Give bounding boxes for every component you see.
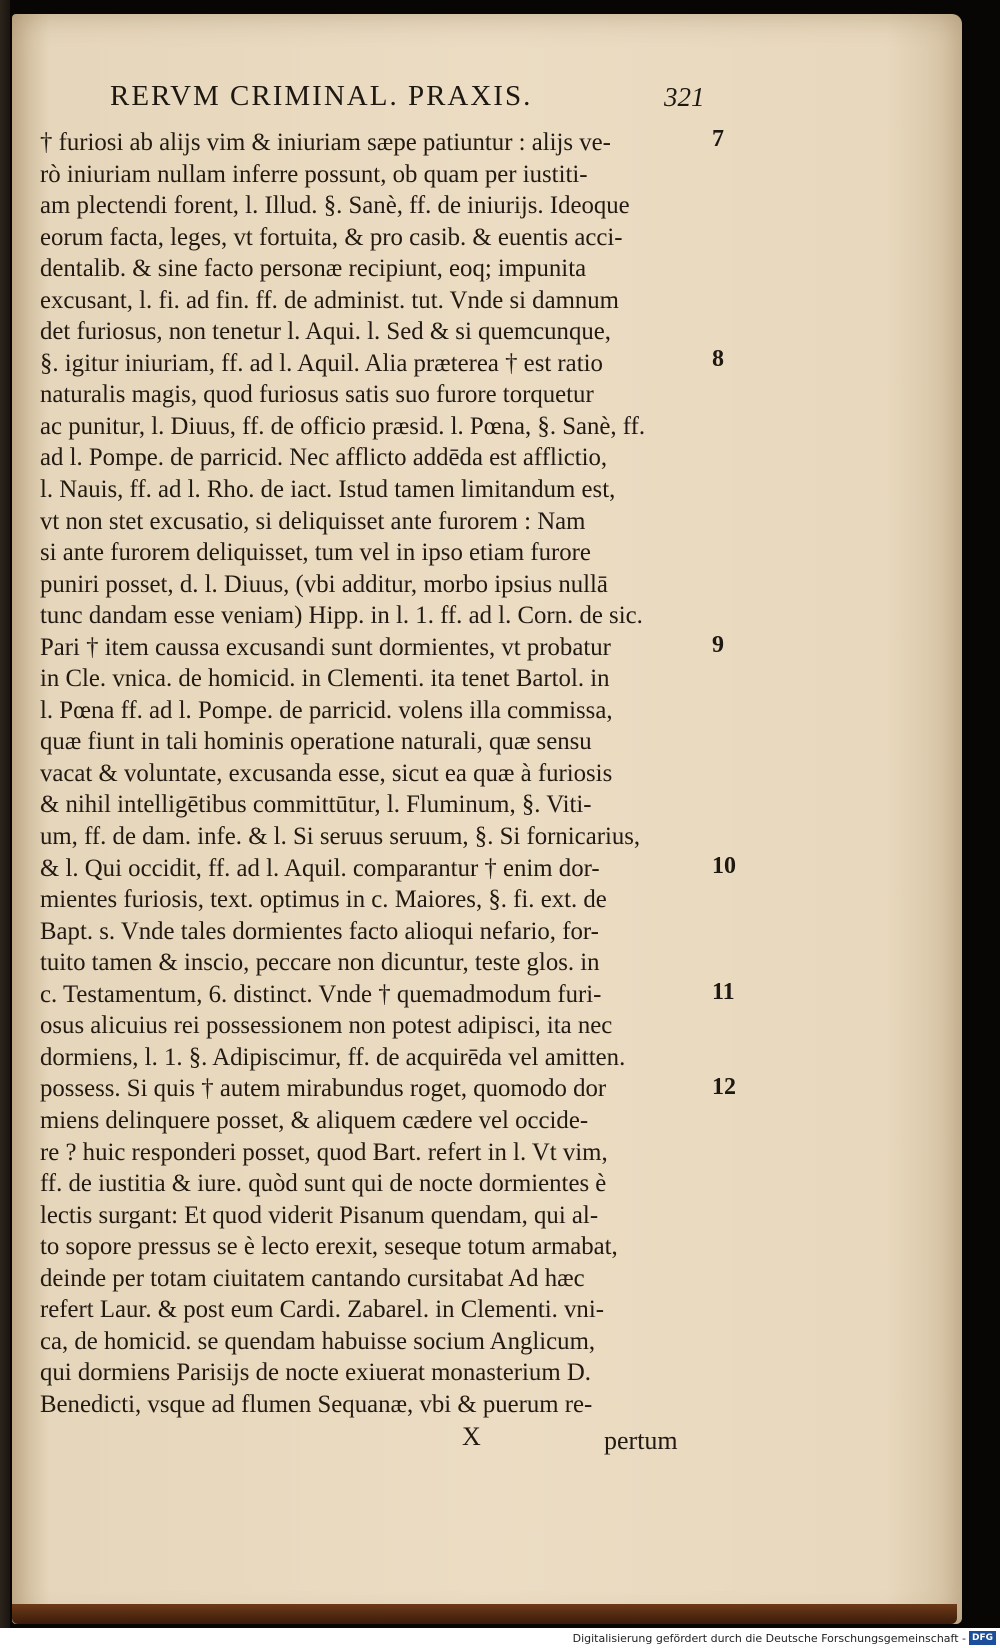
text-line: lectis surgant: Et quod viderit Pisanum quendam, qui al-: [40, 1201, 599, 1229]
footer-credit: Digitalisierung gefördert durch die Deutsche Forschungsgemeinschaft -: [572, 1632, 966, 1645]
text-line: Bapt. s. Vnde tales dormientes facto alioqui nefario, for-: [40, 917, 599, 945]
text-line: puniri posset, d. l. Diuus, (vbi additur, morbo ipsius nullā: [40, 570, 608, 598]
text-line: mientes furiosis, text. optimus in c. Maiores, §. fi. ext. de: [40, 886, 607, 914]
text-line: in Cle. vnica. de homicid. in Clementi. ita tenet Bartol. in: [40, 665, 610, 693]
text-line: um, ff. de dam. infe. & l. Si seruus seruum, §. Si fornicarius,: [40, 823, 641, 851]
text-line: ad l. Pompe. de parricid. Nec afflicto addēda est afflictio,: [40, 444, 608, 472]
text-line: excusant, l. fi. ad fin. ff. de administ. tut. Vnde si damnum: [40, 286, 619, 314]
margin-number: 9: [712, 632, 724, 658]
text-line: osus alicuius rei possessionem non potest adipisci, ita nec: [40, 1012, 613, 1040]
text-line: refert Laur. & post eum Cardi. Zabarel. in Clementi. vni-: [40, 1296, 604, 1324]
body-text: [40, 127, 710, 1420]
text-line: & l. Qui occidit, ff. ad l. Aquil. comparantur † enim dor-: [40, 854, 600, 882]
text-line: det furiosus, non tenetur l. Aqui. l. Sed & si quemcunque,: [40, 318, 611, 346]
text-line: qui dormiens Parisijs de nocte exiuerat monasterium D.: [40, 1359, 591, 1387]
page-bottom-edge: [12, 1604, 957, 1624]
text-line: eorum facta, leges, vt fortuita, & pro casib. & euentis acci-: [40, 223, 623, 251]
text-line: vacat & voluntate, excusanda esse, sicut ea quæ à furiosis: [40, 759, 613, 787]
text-line: & nihil intelligētibus committūtur, l. Fluminum, §. Viti-: [40, 791, 592, 819]
book-spine-edge: [0, 0, 10, 1648]
margin-number: 12: [712, 1074, 736, 1100]
text-line: possess. Si quis † autem mirabundus roget, quomodo dor: [40, 1075, 607, 1103]
text-line: tunc dandam esse veniam) Hipp. in l. 1. ff. ad l. Corn. de sic.: [40, 602, 643, 630]
text-line: re ? huic responderi posset, quod Bart. refert in l. Vt vim,: [40, 1138, 608, 1166]
margin-number: 11: [712, 979, 735, 1005]
text-line: c. Testamentum, 6. distinct. Vnde † quemadmodum furi-: [40, 980, 602, 1008]
text-line: to sopore pressus se è lecto erexit, seseque totum armabat,: [40, 1233, 618, 1261]
text-line: am plectendi forent, l. Illud. §. Sanè, ff. de iniurijs. Ideoque: [40, 192, 630, 220]
page-number: 321: [664, 82, 705, 112]
text-line: l. Pœna ff. ad l. Pompe. de parricid. volens illa commissa,: [40, 696, 613, 724]
text-line: ff. de iustitia & iure. quòd sunt qui de nocte dormientes è: [40, 1170, 607, 1198]
text-line: ca, de homicid. se quendam habuisse socium Anglicum,: [40, 1327, 596, 1355]
text-line: ac punitur, l. Diuus, ff. de officio præsid. l. Pœna, §. Sanè, ff.: [40, 412, 646, 440]
text-line: miens delinquere posset, & aliquem cædere vel occide-: [40, 1106, 589, 1134]
margin-number: 10: [712, 853, 736, 879]
text-line: naturalis magis, quod furiosus satis suo furore torquetur: [40, 381, 594, 409]
text-line: Pari † item caussa excusandi sunt dormientes, vt probatur: [40, 633, 611, 661]
margin-number: 8: [712, 346, 724, 372]
catchword: pertum: [604, 1426, 678, 1455]
text-line: † furiosi ab alijs vim & iniuriam sæpe patiuntur : alijs ve-: [40, 129, 611, 156]
signature-mark: X: [462, 1422, 481, 1451]
text-line: quæ fiunt in tali hominis operatione naturali, quæ sensu: [40, 728, 592, 756]
text-line: tuito tamen & inscio, peccare non dicuntur, teste glos. in: [40, 949, 600, 977]
text-line: §. igitur iniuriam, ff. ad l. Aquil. Alia præterea † est ratio: [40, 349, 603, 377]
text-line: dormiens, l. 1. §. Adipiscimur, ff. de acquirēda vel amitten.: [40, 1043, 626, 1071]
text-line: si ante furorem deliquisset, tum vel in ipso etiam furore: [40, 539, 591, 567]
text-line: l. Nauis, ff. ad l. Rho. de iact. Istud tamen limitandum est,: [40, 476, 616, 504]
text-line: rò iniuriam nullam inferre possunt, ob quam per iustiti-: [40, 160, 588, 188]
text-line: Benedicti, vsque ad flumen Sequanæ, vbi & puerum re-: [40, 1390, 593, 1418]
dfg-logo: DFG: [969, 1631, 996, 1645]
running-title: RERVM CRIMINAL. PRAXIS.: [110, 80, 533, 112]
text-line: deinde per totam ciuitatem cantando cursitabat Ad hæc: [40, 1264, 585, 1292]
margin-number: 7: [712, 126, 724, 152]
text-line: dentalib. & sine facto personæ recipiunt, eoq; impunita: [40, 255, 587, 283]
text-line: vt non stet excusatio, si deliquisset ante furorem : Nam: [40, 507, 586, 535]
